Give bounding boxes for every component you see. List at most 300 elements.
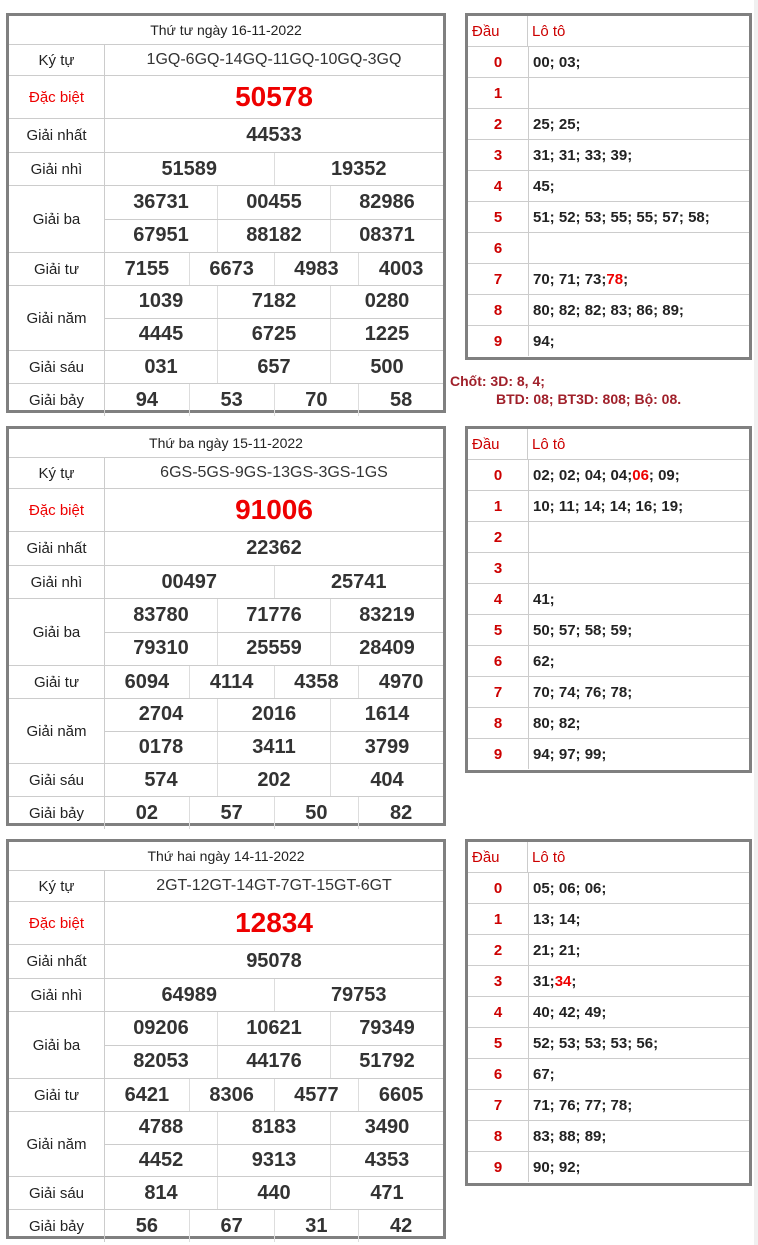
prize-number: 440 [217, 1177, 330, 1209]
fourth-prize-row [9, 253, 443, 286]
special-prize-values [105, 489, 443, 531]
result-table [6, 426, 446, 826]
loto-special-number: 06 [632, 466, 649, 484]
loto-row [468, 171, 749, 202]
loto-values [529, 935, 749, 965]
loto-numbers: 21; 21; [533, 941, 581, 959]
loto-head-digit: 3 [468, 553, 529, 583]
loto-head-digit: 1 [468, 491, 529, 521]
prize-number: 88182 [217, 220, 330, 253]
prize-number: 6094 [124, 670, 170, 693]
loto-values [529, 677, 749, 707]
loto-numbers-tail: ; 09; [648, 466, 680, 484]
loto-head-digit: 3 [468, 140, 529, 170]
loto-row [468, 966, 749, 997]
prize-number: 25741 [274, 566, 444, 598]
special-prize-label: Đặc biệt [9, 902, 105, 944]
prize-line [105, 599, 443, 632]
loto-values [529, 966, 749, 996]
prize-number: 7155 [124, 257, 170, 280]
prize-number: 44533 [246, 124, 302, 146]
loto-numbers: 52; 53; 53; 53; 56; [533, 1034, 659, 1052]
prize-number: 471 [330, 1177, 443, 1209]
loto-values [529, 873, 749, 903]
loto-numbers-tail: ; [571, 972, 577, 990]
kytu-values [105, 871, 443, 901]
loto-numbers: 71; 76; 77; 78; [533, 1096, 633, 1114]
loto-row [468, 1090, 749, 1121]
prize-number: 657 [217, 351, 330, 383]
seventh-prize-values [105, 1210, 443, 1242]
loto-values [529, 646, 749, 676]
loto-row [468, 202, 749, 233]
loto-head-digit: 3 [468, 966, 529, 996]
special-prize-label: Đặc biệt [9, 489, 105, 531]
loto-values [529, 1090, 749, 1120]
prize-number: 50 [274, 797, 359, 829]
loto-values [529, 1059, 749, 1089]
special-prize-row [9, 489, 443, 532]
loto-head-digit: 4 [468, 584, 529, 614]
second-prize-row [9, 153, 443, 186]
loto-numbers: 40; 42; 49; [533, 1003, 607, 1021]
prize-number: 2704 [138, 703, 184, 726]
prize-line [105, 1177, 443, 1209]
prize-line [105, 489, 443, 531]
loto-special-number: 78 [606, 270, 624, 288]
prize-line [105, 797, 443, 829]
loto-head-digit: 1 [468, 78, 529, 108]
fourth-prize-label: Giải tư [9, 666, 105, 698]
special-prize-row [9, 76, 443, 119]
loto-head-digit: 0 [468, 460, 529, 490]
first-prize-values [105, 532, 443, 565]
loto-numbers-tail: ; [623, 270, 629, 288]
second-prize-label: Giải nhì [9, 979, 105, 1011]
prize-number: 00455 [217, 186, 330, 219]
loto-values [529, 295, 749, 325]
loto-row [468, 491, 749, 522]
loto-head-digit: 9 [468, 326, 529, 356]
prize-line [105, 566, 443, 598]
second-prize-label: Giải nhì [9, 566, 105, 598]
loto-head-digit: 7 [468, 677, 529, 707]
loto-numbers: 02; 02; 04; 04; [533, 466, 633, 484]
loto-row [468, 109, 749, 140]
prize-number: 09206 [133, 1016, 189, 1039]
prize-number: 4353 [330, 1145, 443, 1177]
second-prize-row [9, 566, 443, 599]
kytu-row [9, 871, 443, 902]
third-prize-row [9, 1012, 443, 1079]
loto-numbers: 62; [533, 652, 555, 670]
prize-line [105, 699, 443, 731]
fifth-prize-row [9, 1112, 443, 1177]
loto-header-loto: Lô tô [532, 848, 566, 866]
loto-row [468, 1121, 749, 1152]
third-prize-values [105, 599, 443, 665]
loto-special-number: 34 [554, 972, 572, 990]
loto-row [468, 739, 749, 769]
prize-line [105, 1045, 443, 1079]
loto-head-digit: 9 [468, 1152, 529, 1182]
prize-number: 2GT-12GT-14GT-7GT-15GT-6GT [156, 877, 392, 894]
prize-line [105, 384, 443, 416]
loto-values [529, 233, 749, 263]
seventh-prize-row [9, 797, 443, 829]
loto-row [468, 873, 749, 904]
first-prize-label: Giải nhất [9, 945, 105, 978]
kytu-values [105, 458, 443, 488]
prize-number: 25559 [217, 633, 330, 666]
prize-number: 6725 [217, 319, 330, 351]
fifth-prize-values [105, 286, 443, 350]
loto-head-digit: 7 [468, 264, 529, 294]
prize-number: 12834 [235, 907, 313, 938]
third-prize-label: Giải ba [9, 1012, 105, 1078]
sixth-prize-values [105, 351, 443, 383]
loto-head-digit: 5 [468, 202, 529, 232]
loto-numbers: 10; 11; 14; 14; 16; 19; [533, 497, 684, 515]
loto-row [468, 615, 749, 646]
draw-date: Thứ ba ngày 15-11-2022 [9, 429, 443, 458]
special-prize-values [105, 902, 443, 944]
fifth-prize-values [105, 1112, 443, 1176]
loto-values [529, 78, 749, 108]
loto-numbers: 70; 71; 73; [533, 270, 607, 288]
loto-numbers: 80; 82; [533, 714, 581, 732]
prize-line [105, 731, 443, 764]
prize-number: 031 [144, 355, 178, 378]
sixth-prize-row [9, 764, 443, 797]
prize-number: 22362 [246, 537, 302, 559]
loto-row [468, 553, 749, 584]
loto-head-digit: 6 [468, 1059, 529, 1089]
sixth-prize-label: Giải sáu [9, 1177, 105, 1209]
loto-numbers: 45; [533, 177, 555, 195]
seventh-prize-label: Giải bảy [9, 797, 105, 829]
second-prize-values [105, 153, 443, 185]
prize-number: 58 [358, 384, 443, 416]
prize-number: 67 [189, 1210, 274, 1242]
loto-values [529, 615, 749, 645]
loto-row [468, 904, 749, 935]
first-prize-label: Giải nhất [9, 532, 105, 565]
prize-number: 82 [358, 797, 443, 829]
loto-values [529, 1121, 749, 1151]
fifth-prize-values [105, 699, 443, 763]
loto-head-digit: 6 [468, 233, 529, 263]
prize-number: 574 [144, 768, 178, 791]
prize-number: 4358 [274, 666, 359, 698]
first-prize-row [9, 119, 443, 153]
loto-head-digit: 5 [468, 615, 529, 645]
third-prize-row [9, 599, 443, 666]
first-prize-row [9, 532, 443, 566]
prize-number: 31 [274, 1210, 359, 1242]
prize-line [105, 318, 443, 351]
seventh-prize-values [105, 797, 443, 829]
seventh-prize-values [105, 384, 443, 416]
loto-values [529, 1028, 749, 1058]
prize-number: 1039 [138, 290, 184, 313]
first-prize-values [105, 119, 443, 152]
loto-values [529, 202, 749, 232]
prize-number: 28409 [330, 633, 443, 666]
loto-row [468, 1028, 749, 1059]
prize-line [105, 1112, 443, 1144]
special-prize-values [105, 76, 443, 118]
prize-line [105, 1210, 443, 1242]
loto-values [529, 522, 749, 552]
prize-number: 4452 [138, 1148, 184, 1171]
prize-number: 82053 [133, 1050, 189, 1073]
prize-line [105, 153, 443, 185]
third-prize-label: Giải ba [9, 599, 105, 665]
prize-number: 95078 [246, 950, 302, 972]
seventh-prize-row [9, 1210, 443, 1242]
loto-row [468, 997, 749, 1028]
loto-row [468, 1152, 749, 1182]
prize-line [105, 979, 443, 1011]
loto-numbers: 94; 97; 99; [533, 745, 607, 763]
sixth-prize-label: Giải sáu [9, 351, 105, 383]
loto-row [468, 584, 749, 615]
loto-head-digit: 7 [468, 1090, 529, 1120]
prize-number: 56 [135, 1214, 158, 1237]
prize-number: 08371 [330, 220, 443, 253]
prize-number: 8306 [189, 1079, 274, 1111]
prize-number: 1614 [330, 699, 443, 731]
prize-number: 6421 [124, 1083, 170, 1106]
loto-numbers: 51; 52; 53; 55; 55; 57; 58; [533, 208, 710, 226]
loto-head-digit: 4 [468, 997, 529, 1027]
fifth-prize-row [9, 286, 443, 351]
prize-number: 79753 [274, 979, 444, 1011]
prize-line [105, 871, 443, 901]
prediction-note [450, 372, 681, 408]
seventh-prize-row [9, 384, 443, 416]
loto-numbers: 94; [533, 332, 555, 350]
loto-values [529, 47, 749, 77]
loto-row [468, 264, 749, 295]
fourth-prize-label: Giải tư [9, 253, 105, 285]
loto-values [529, 109, 749, 139]
loto-head-digit: 8 [468, 295, 529, 325]
loto-head-digit: 4 [468, 171, 529, 201]
prize-number: 67951 [133, 224, 189, 247]
second-prize-label: Giải nhì [9, 153, 105, 185]
prize-number: 814 [144, 1181, 178, 1204]
prize-line [105, 253, 443, 285]
loto-row [468, 326, 749, 356]
prize-line [105, 119, 443, 152]
kytu-row [9, 45, 443, 76]
loto-head-digit: 2 [468, 935, 529, 965]
prize-line [105, 186, 443, 219]
loto-values [529, 326, 749, 356]
prize-number: 50578 [235, 81, 313, 112]
loto-table [465, 426, 752, 773]
second-prize-row [9, 979, 443, 1012]
result-table [6, 13, 446, 413]
prize-number: 3490 [330, 1112, 443, 1144]
sixth-prize-values [105, 764, 443, 796]
first-prize-row [9, 945, 443, 979]
prize-number: 71776 [217, 599, 330, 632]
kytu-values [105, 45, 443, 75]
loto-header [468, 16, 749, 47]
loto-numbers: 31; 31; 33; 39; [533, 146, 633, 164]
loto-header [468, 429, 749, 460]
fourth-prize-values [105, 666, 443, 698]
prize-number: 7182 [217, 286, 330, 318]
third-prize-row [9, 186, 443, 253]
loto-head-digit: 9 [468, 739, 529, 769]
loto-head-digit: 8 [468, 1121, 529, 1151]
sixth-prize-row [9, 1177, 443, 1210]
loto-numbers: 70; 74; 76; 78; [533, 683, 633, 701]
result-table [6, 839, 446, 1239]
loto-row [468, 47, 749, 78]
prize-number: 83780 [133, 603, 189, 626]
loto-header-loto: Lô tô [532, 22, 566, 40]
prize-number: 500 [330, 351, 443, 383]
second-prize-values [105, 979, 443, 1011]
loto-numbers: 13; 14; [533, 910, 581, 928]
draw-date: Thứ tư ngày 16-11-2022 [9, 16, 443, 45]
prize-number: 6605 [358, 1079, 443, 1111]
draw-date: Thứ hai ngày 14-11-2022 [9, 842, 443, 871]
prize-number: 51589 [161, 157, 218, 180]
page-scrollbar[interactable] [754, 0, 758, 1245]
loto-head-digit: 2 [468, 109, 529, 139]
loto-table [465, 13, 752, 360]
prize-number: 82986 [330, 186, 443, 219]
prize-number: 4788 [138, 1116, 184, 1139]
prize-number: 94 [135, 388, 158, 411]
loto-numbers: 25; 25; [533, 115, 581, 133]
prize-number: 8183 [217, 1112, 330, 1144]
loto-values [529, 553, 749, 583]
prize-number: 4445 [138, 322, 184, 345]
loto-numbers: 31; [533, 972, 555, 990]
kytu-row [9, 458, 443, 489]
loto-head-digit: 1 [468, 904, 529, 934]
third-prize-values [105, 1012, 443, 1078]
prize-line [105, 1144, 443, 1177]
sixth-prize-row [9, 351, 443, 384]
prize-number: 6GS-5GS-9GS-13GS-3GS-1GS [160, 464, 388, 481]
kytu-label: Ký tự [9, 458, 105, 488]
prize-line [105, 45, 443, 75]
prize-line [105, 351, 443, 383]
prize-number: 19352 [274, 153, 444, 185]
loto-row [468, 677, 749, 708]
third-prize-values [105, 186, 443, 252]
loto-values [529, 491, 749, 521]
loto-head-digit: 2 [468, 522, 529, 552]
loto-row [468, 78, 749, 109]
prize-number: 404 [330, 764, 443, 796]
prediction-line-2: BTD: 08; BT3D: 808; Bộ: 08. [496, 391, 682, 407]
prize-number: 10621 [217, 1012, 330, 1045]
prize-number: 4003 [358, 253, 443, 285]
loto-values [529, 997, 749, 1027]
prize-number: 51792 [330, 1046, 443, 1079]
loto-header-dau: Đầu [468, 842, 528, 872]
loto-values [529, 739, 749, 769]
prize-number: 2016 [217, 699, 330, 731]
loto-head-digit: 8 [468, 708, 529, 738]
fifth-prize-row [9, 699, 443, 764]
fourth-prize-row [9, 1079, 443, 1112]
loto-numbers: 05; 06; 06; [533, 879, 607, 897]
prize-line [105, 219, 443, 253]
loto-header-loto: Lô tô [532, 435, 566, 453]
prize-line [105, 764, 443, 796]
loto-header-dau: Đầu [468, 16, 528, 46]
loto-row [468, 1059, 749, 1090]
loto-row [468, 233, 749, 264]
prediction-line-1: Chốt: 3D: 8, 4; [450, 373, 545, 389]
seventh-prize-label: Giải bảy [9, 1210, 105, 1242]
loto-numbers: 41; [533, 590, 555, 608]
fourth-prize-values [105, 253, 443, 285]
prize-number: 53 [189, 384, 274, 416]
prize-number: 4970 [358, 666, 443, 698]
seventh-prize-label: Giải bảy [9, 384, 105, 416]
sixth-prize-values [105, 1177, 443, 1209]
loto-values [529, 171, 749, 201]
prize-number: 0178 [138, 735, 184, 758]
prize-number: 1225 [330, 319, 443, 351]
fifth-prize-label: Giải năm [9, 699, 105, 763]
prize-number: 57 [189, 797, 274, 829]
loto-row [468, 460, 749, 491]
fourth-prize-row [9, 666, 443, 699]
second-prize-values [105, 566, 443, 598]
loto-table [465, 839, 752, 1186]
special-prize-row [9, 902, 443, 945]
loto-row [468, 522, 749, 553]
loto-head-digit: 0 [468, 873, 529, 903]
prize-number: 36731 [133, 190, 189, 213]
loto-row [468, 646, 749, 677]
kytu-label: Ký tự [9, 871, 105, 901]
prize-line [105, 76, 443, 118]
prize-number: 91006 [235, 494, 313, 525]
prize-line [105, 902, 443, 944]
prize-number: 00497 [161, 570, 218, 593]
prize-number: 9313 [217, 1145, 330, 1177]
prize-line [105, 1079, 443, 1111]
first-prize-values [105, 945, 443, 978]
prize-number: 0280 [330, 286, 443, 318]
loto-numbers: 67; [533, 1065, 555, 1083]
loto-header-dau: Đầu [468, 429, 528, 459]
prize-number: 83219 [330, 599, 443, 632]
loto-head-digit: 5 [468, 1028, 529, 1058]
prize-line [105, 666, 443, 698]
fourth-prize-values [105, 1079, 443, 1111]
loto-numbers: 00; 03; [533, 53, 581, 71]
prize-number: 3411 [217, 732, 330, 764]
loto-header [468, 842, 749, 873]
prize-line [105, 458, 443, 488]
prize-line [105, 632, 443, 666]
prize-number: 1GQ-6GQ-14GQ-11GQ-10GQ-3GQ [146, 51, 402, 68]
